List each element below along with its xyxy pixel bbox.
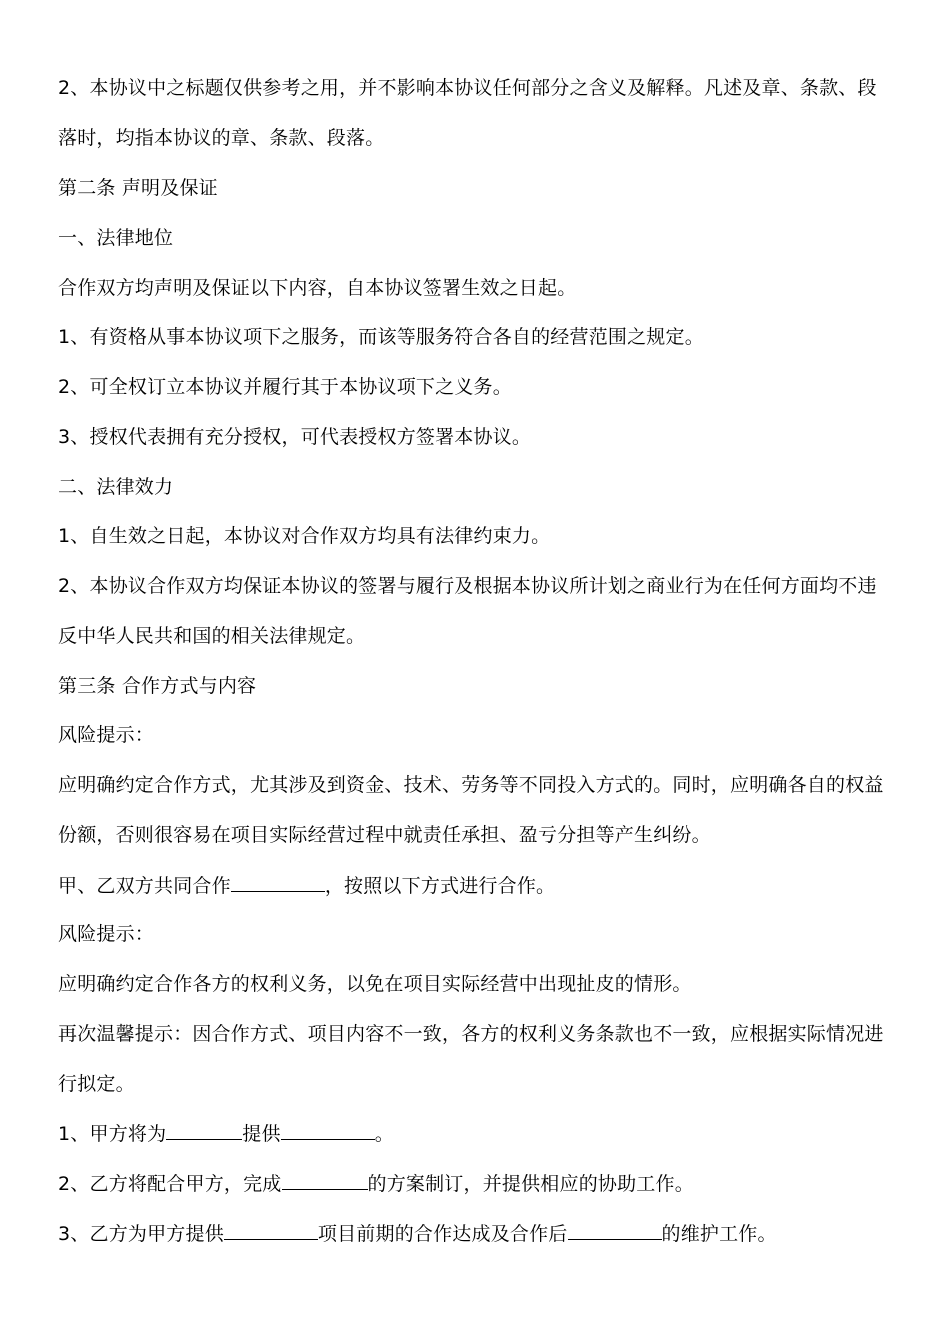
paragraph-line: 2、本协议合作双方均保证本协议的签署与履行及根据本协议所计划之商业行为在任何方面均不违 [58,575,877,597]
risk-note-label: 风险提示： [58,923,155,945]
text-segment: 项目前期的合作达成及合作后 [317,1223,568,1245]
paragraph-line: 再次温馨提示：因合作方式、项目内容不一致，各方的权利义务条款也不一致，应根据实际情况进 [58,1023,884,1045]
paragraph-line: 落时，均指本协议的章、条款、段落。 [58,127,385,149]
section-heading: 第三条 合作方式与内容 [58,675,257,697]
risk-note-label: 风险提示： [58,724,155,746]
paragraph-line [58,873,898,898]
subsection-heading: 一、法律地位 [58,227,174,249]
text-segment: 1、甲方将为 [58,1123,167,1145]
fill-in-blank[interactable] [224,1221,318,1240]
fill-in-blank[interactable] [282,1171,368,1190]
text-segment: 3、乙方为甲方提供 [58,1223,224,1245]
paragraph-line: 1、有资格从事本协议项下之服务，而该等服务符合各自的经营范围之规定。 [58,326,704,348]
text-segment: 。 [374,1123,394,1145]
paragraph-line: 2、可全权订立本协议并履行其于本协议项下之义务。 [58,376,512,398]
text-segment: 的方案制订，并提供相应的协助工作。 [367,1173,694,1195]
subsection-heading: 二、法律效力 [58,476,174,498]
paragraph-line: 行拟定。 [58,1073,135,1095]
paragraph-line: 反中华人民共和国的相关法律规定。 [58,625,366,647]
paragraph-line: 份额，否则很容易在项目实际经营过程中就责任承担、盈亏分担等产生纠纷。 [58,824,711,846]
fill-in-blank[interactable] [281,1121,375,1140]
text-segment: ，按照以下方式进行合作。 [324,875,556,897]
section-heading: 第二条 声明及保证 [58,177,218,199]
paragraph-line: 应明确约定合作各方的权利义务，以免在项目实际经营中出现扯皮的情形。 [58,973,692,995]
text-segment: 提供 [242,1123,281,1145]
paragraph-line: 合作双方均声明及保证以下内容，自本协议签署生效之日起。 [58,277,577,299]
text-segment: 2、乙方将配合甲方，完成 [58,1173,282,1195]
paragraph-line [58,1221,898,1246]
paragraph-line [58,1171,898,1196]
text-segment: 甲、乙双方共同合作 [58,875,231,897]
fill-in-blank[interactable] [568,1221,662,1240]
paragraph-line: 2、本协议中之标题仅供参考之用，并不影响本协议任何部分之含义及解释。凡述及章、条款、段 [58,77,877,99]
fill-in-blank[interactable] [231,873,325,892]
paragraph-line: 应明确约定合作方式，尤其涉及到资金、技术、劳务等不同投入方式的。同时，应明确各自的权益 [58,774,884,796]
paragraph-line [58,1121,898,1146]
paragraph-line: 3、授权代表拥有充分授权，可代表授权方签署本协议。 [58,426,532,448]
fill-in-blank[interactable] [166,1121,242,1140]
text-segment: 的维护工作。 [661,1223,777,1245]
paragraph-line: 1、自生效之日起，本协议对合作双方均具有法律约束力。 [58,525,551,547]
